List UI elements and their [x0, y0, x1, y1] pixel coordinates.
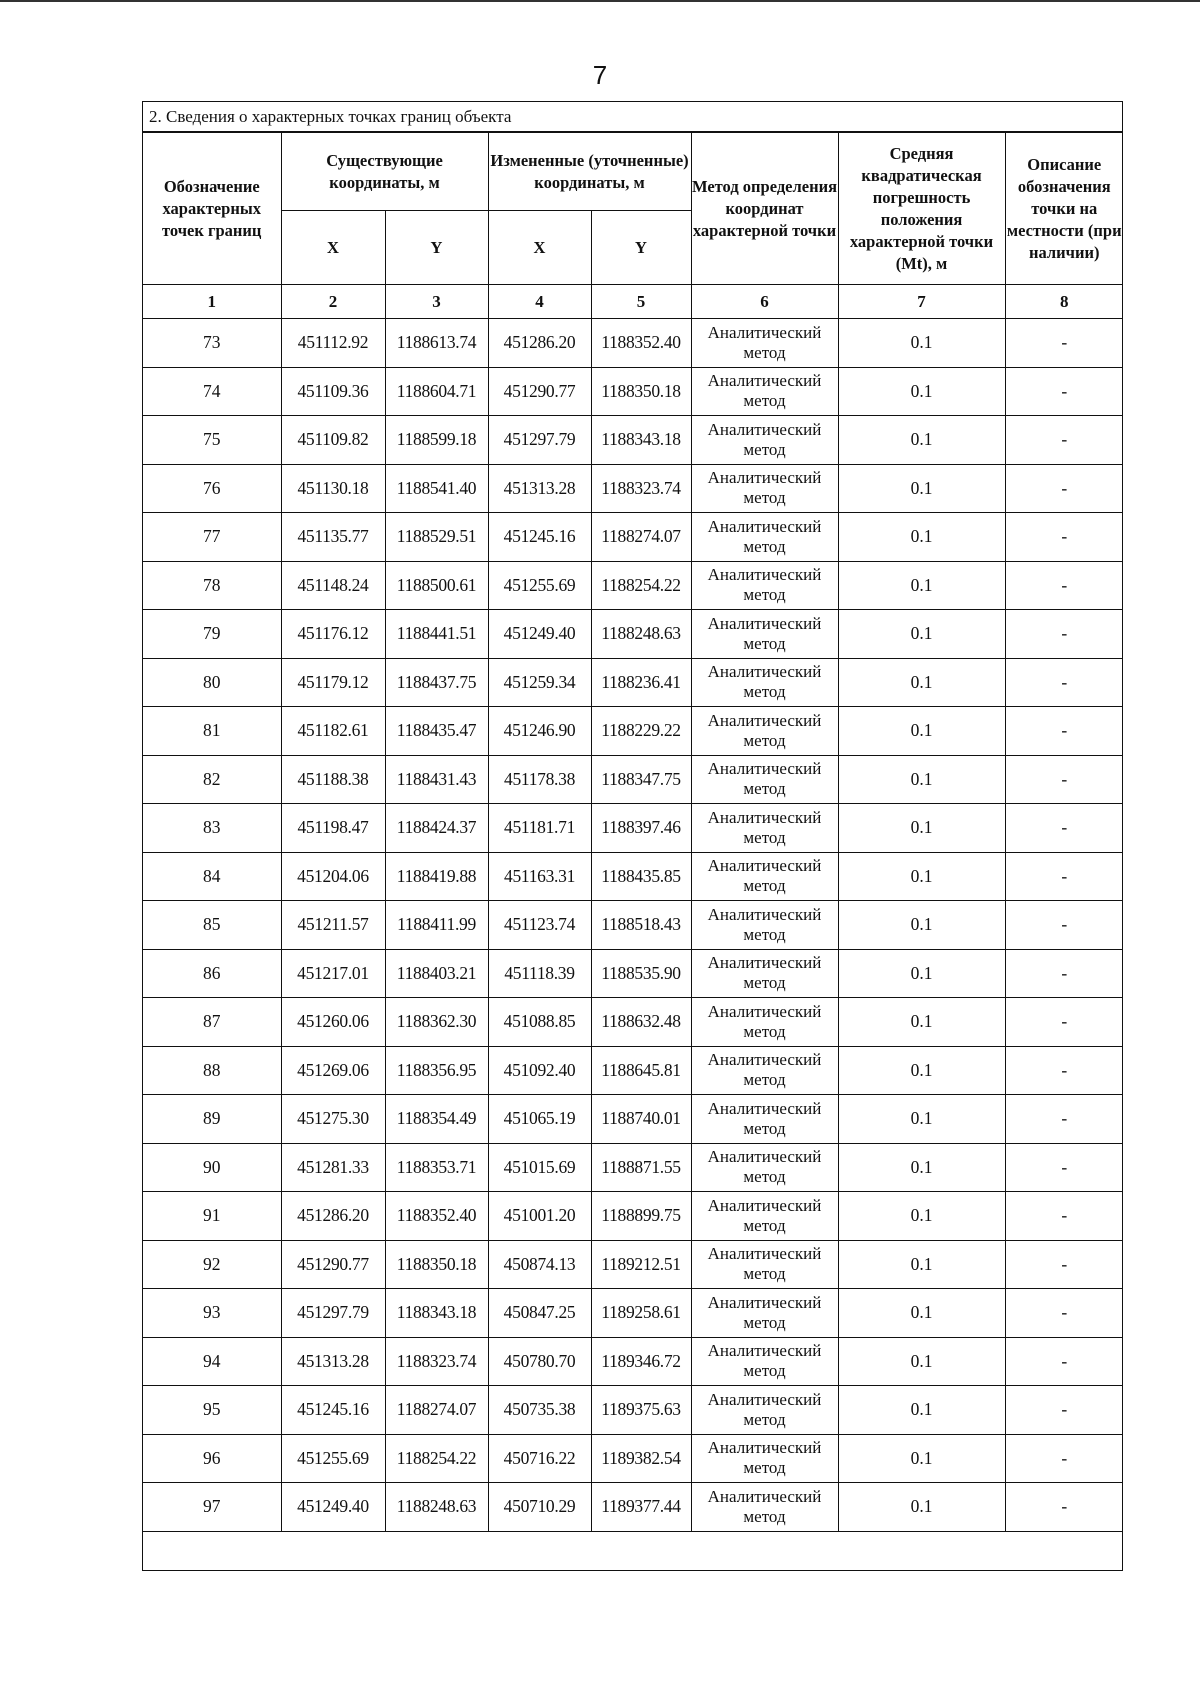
changed-y-cell: 1188274.07	[591, 513, 691, 562]
changed-x-cell: 451065.19	[488, 1095, 591, 1144]
description-cell: -	[1005, 464, 1123, 513]
changed-x-cell: 451297.79	[488, 416, 591, 465]
changed-x-cell: 451163.31	[488, 852, 591, 901]
changed-y-cell: 1188740.01	[591, 1095, 691, 1144]
changed-y-cell: 1189212.51	[591, 1240, 691, 1289]
existing-y-cell: 1188435.47	[385, 707, 488, 756]
accuracy-cell: 0.1	[838, 1095, 1005, 1144]
changed-y-cell: 1188236.41	[591, 658, 691, 707]
changed-x-cell: 451255.69	[488, 561, 591, 610]
table-row	[143, 1046, 1123, 1095]
table-row	[143, 1192, 1123, 1241]
existing-y-cell: 1188419.88	[385, 852, 488, 901]
changed-y-cell: 1188397.46	[591, 804, 691, 853]
changed-x-cell: 450716.22	[488, 1434, 591, 1483]
changed-y-cell: 1188347.75	[591, 755, 691, 804]
accuracy-cell: 0.1	[838, 949, 1005, 998]
boundary-points-table	[143, 132, 1123, 1567]
changed-x-cell: 450847.25	[488, 1289, 591, 1338]
description-cell: -	[1005, 998, 1123, 1047]
description-cell: -	[1005, 367, 1123, 416]
changed-y-cell: 1188535.90	[591, 949, 691, 998]
accuracy-cell: 0.1	[838, 610, 1005, 659]
changed-x-cell: 450874.13	[488, 1240, 591, 1289]
point-id-cell: 75	[143, 416, 281, 465]
method-cell: Аналитический метод	[691, 319, 838, 368]
method-cell: Аналитический метод	[691, 804, 838, 853]
point-id-cell: 74	[143, 367, 281, 416]
existing-x-cell: 451313.28	[281, 1337, 385, 1386]
point-id-cell: 94	[143, 1337, 281, 1386]
header-changed-x: X	[488, 211, 591, 285]
existing-y-cell: 1188424.37	[385, 804, 488, 853]
changed-x-cell: 450710.29	[488, 1483, 591, 1532]
point-id-cell: 84	[143, 852, 281, 901]
table-row	[143, 416, 1123, 465]
method-cell: Аналитический метод	[691, 1240, 838, 1289]
method-cell: Аналитический метод	[691, 464, 838, 513]
table-row	[143, 1337, 1123, 1386]
point-id-cell: 80	[143, 658, 281, 707]
existing-x-cell: 451269.06	[281, 1046, 385, 1095]
changed-x-cell: 451092.40	[488, 1046, 591, 1095]
table-row	[143, 949, 1123, 998]
description-cell: -	[1005, 707, 1123, 756]
method-cell: Аналитический метод	[691, 1434, 838, 1483]
changed-y-cell: 1188229.22	[591, 707, 691, 756]
point-id-cell: 93	[143, 1289, 281, 1338]
column-number: 5	[591, 285, 691, 319]
header-accuracy: Средняя квадратическая погрешность положения характерной точки (Mt), м	[838, 133, 1005, 285]
column-number: 8	[1005, 285, 1123, 319]
existing-x-cell: 451286.20	[281, 1192, 385, 1241]
top-rule	[0, 0, 1200, 2]
accuracy-cell: 0.1	[838, 1143, 1005, 1192]
existing-x-cell: 451198.47	[281, 804, 385, 853]
existing-x-cell: 451130.18	[281, 464, 385, 513]
changed-y-cell: 1188435.85	[591, 852, 691, 901]
accuracy-cell: 0.1	[838, 852, 1005, 901]
method-cell: Аналитический метод	[691, 998, 838, 1047]
changed-x-cell: 451259.34	[488, 658, 591, 707]
existing-x-cell: 451112.92	[281, 319, 385, 368]
existing-x-cell: 451211.57	[281, 901, 385, 950]
changed-x-cell: 451178.38	[488, 755, 591, 804]
method-cell: Аналитический метод	[691, 513, 838, 562]
accuracy-cell: 0.1	[838, 513, 1005, 562]
changed-x-cell: 451001.20	[488, 1192, 591, 1241]
existing-x-cell: 451281.33	[281, 1143, 385, 1192]
point-id-cell: 85	[143, 901, 281, 950]
changed-x-cell: 451313.28	[488, 464, 591, 513]
accuracy-cell: 0.1	[838, 1046, 1005, 1095]
existing-y-cell: 1188437.75	[385, 658, 488, 707]
changed-y-cell: 1188871.55	[591, 1143, 691, 1192]
existing-y-cell: 1188599.18	[385, 416, 488, 465]
point-id-cell: 81	[143, 707, 281, 756]
accuracy-cell: 0.1	[838, 1483, 1005, 1532]
table-row	[143, 513, 1123, 562]
description-cell: -	[1005, 513, 1123, 562]
section-title: 2. Сведения о характерных точках границ объекта	[143, 102, 1122, 132]
method-cell: Аналитический метод	[691, 610, 838, 659]
method-cell: Аналитический метод	[691, 1095, 838, 1144]
changed-x-cell: 451123.74	[488, 901, 591, 950]
changed-y-cell: 1189382.54	[591, 1434, 691, 1483]
description-cell: -	[1005, 1289, 1123, 1338]
description-cell: -	[1005, 1046, 1123, 1095]
table-row	[143, 1240, 1123, 1289]
point-id-cell: 76	[143, 464, 281, 513]
header-point-designation: Обозначение характерных точек границ	[143, 133, 281, 285]
header-existing-x: X	[281, 211, 385, 285]
column-number: 7	[838, 285, 1005, 319]
existing-x-cell: 451290.77	[281, 1240, 385, 1289]
description-cell: -	[1005, 658, 1123, 707]
changed-y-cell: 1189346.72	[591, 1337, 691, 1386]
table-row	[143, 1483, 1123, 1532]
description-cell: -	[1005, 1095, 1123, 1144]
page-number: 7	[592, 60, 608, 90]
column-number: 4	[488, 285, 591, 319]
method-cell: Аналитический метод	[691, 1386, 838, 1435]
existing-x-cell: 451260.06	[281, 998, 385, 1047]
existing-y-cell: 1188441.51	[385, 610, 488, 659]
method-cell: Аналитический метод	[691, 1337, 838, 1386]
existing-y-cell: 1188403.21	[385, 949, 488, 998]
table-row	[143, 658, 1123, 707]
table-row	[143, 998, 1123, 1047]
changed-x-cell: 451181.71	[488, 804, 591, 853]
method-cell: Аналитический метод	[691, 1192, 838, 1241]
method-cell: Аналитический метод	[691, 707, 838, 756]
description-cell: -	[1005, 1434, 1123, 1483]
existing-y-cell: 1188356.95	[385, 1046, 488, 1095]
changed-y-cell: 1188343.18	[591, 416, 691, 465]
method-cell: Аналитический метод	[691, 949, 838, 998]
existing-x-cell: 451109.36	[281, 367, 385, 416]
accuracy-cell: 0.1	[838, 1289, 1005, 1338]
existing-x-cell: 451179.12	[281, 658, 385, 707]
changed-y-cell: 1189258.61	[591, 1289, 691, 1338]
changed-y-cell: 1188248.63	[591, 610, 691, 659]
changed-x-cell: 451290.77	[488, 367, 591, 416]
point-id-cell: 90	[143, 1143, 281, 1192]
point-id-cell: 87	[143, 998, 281, 1047]
accuracy-cell: 0.1	[838, 901, 1005, 950]
table-row	[143, 1289, 1123, 1338]
description-cell: -	[1005, 804, 1123, 853]
method-cell: Аналитический метод	[691, 416, 838, 465]
existing-x-cell: 451255.69	[281, 1434, 385, 1483]
point-id-cell: 97	[143, 1483, 281, 1532]
existing-x-cell: 451188.38	[281, 755, 385, 804]
point-id-cell: 88	[143, 1046, 281, 1095]
existing-y-cell: 1188411.99	[385, 901, 488, 950]
changed-y-cell: 1189377.44	[591, 1483, 691, 1532]
table-row	[143, 852, 1123, 901]
column-number: 6	[691, 285, 838, 319]
existing-y-cell: 1188354.49	[385, 1095, 488, 1144]
changed-y-cell: 1188899.75	[591, 1192, 691, 1241]
changed-x-cell: 451118.39	[488, 949, 591, 998]
point-id-cell: 82	[143, 755, 281, 804]
description-cell: -	[1005, 1143, 1123, 1192]
header-existing-coords: Существующие координаты, м	[281, 133, 488, 211]
changed-y-cell: 1189375.63	[591, 1386, 691, 1435]
existing-x-cell: 451245.16	[281, 1386, 385, 1435]
existing-y-cell: 1188352.40	[385, 1192, 488, 1241]
changed-y-cell: 1188323.74	[591, 464, 691, 513]
table-row	[143, 804, 1123, 853]
table-row	[143, 319, 1123, 368]
accuracy-cell: 0.1	[838, 755, 1005, 804]
existing-x-cell: 451297.79	[281, 1289, 385, 1338]
existing-y-cell: 1188613.74	[385, 319, 488, 368]
description-cell: -	[1005, 1483, 1123, 1532]
accuracy-cell: 0.1	[838, 416, 1005, 465]
accuracy-cell: 0.1	[838, 1434, 1005, 1483]
column-number-row	[143, 285, 1123, 319]
point-id-cell: 73	[143, 319, 281, 368]
accuracy-cell: 0.1	[838, 998, 1005, 1047]
changed-x-cell: 450780.70	[488, 1337, 591, 1386]
changed-x-cell: 451286.20	[488, 319, 591, 368]
existing-x-cell: 451217.01	[281, 949, 385, 998]
method-cell: Аналитический метод	[691, 1289, 838, 1338]
method-cell: Аналитический метод	[691, 1143, 838, 1192]
accuracy-cell: 0.1	[838, 1337, 1005, 1386]
table-row	[143, 1434, 1123, 1483]
point-id-cell: 92	[143, 1240, 281, 1289]
description-cell: -	[1005, 610, 1123, 659]
description-cell: -	[1005, 1240, 1123, 1289]
accuracy-cell: 0.1	[838, 319, 1005, 368]
method-cell: Аналитический метод	[691, 1046, 838, 1095]
point-id-cell: 86	[143, 949, 281, 998]
accuracy-cell: 0.1	[838, 1192, 1005, 1241]
point-id-cell: 96	[143, 1434, 281, 1483]
table-row	[143, 464, 1123, 513]
description-cell: -	[1005, 852, 1123, 901]
table-row	[143, 707, 1123, 756]
column-number: 2	[281, 285, 385, 319]
method-cell: Аналитический метод	[691, 901, 838, 950]
description-cell: -	[1005, 1192, 1123, 1241]
point-id-cell: 83	[143, 804, 281, 853]
point-id-cell: 91	[143, 1192, 281, 1241]
point-id-cell: 78	[143, 561, 281, 610]
description-cell: -	[1005, 561, 1123, 610]
existing-y-cell: 1188362.30	[385, 998, 488, 1047]
existing-y-cell: 1188604.71	[385, 367, 488, 416]
changed-y-cell: 1188254.22	[591, 561, 691, 610]
changed-x-cell: 450735.38	[488, 1386, 591, 1435]
existing-y-cell: 1188343.18	[385, 1289, 488, 1338]
description-cell: -	[1005, 319, 1123, 368]
changed-y-cell: 1188645.81	[591, 1046, 691, 1095]
point-id-cell: 89	[143, 1095, 281, 1144]
accuracy-cell: 0.1	[838, 804, 1005, 853]
existing-y-cell: 1188431.43	[385, 755, 488, 804]
header-changed-coords: Измененные (уточненные) координаты, м	[488, 133, 691, 211]
existing-x-cell: 451148.24	[281, 561, 385, 610]
description-cell: -	[1005, 755, 1123, 804]
changed-x-cell: 451245.16	[488, 513, 591, 562]
header-method: Метод определения координат характерной точки	[691, 133, 838, 285]
existing-y-cell: 1188350.18	[385, 1240, 488, 1289]
accuracy-cell: 0.1	[838, 1240, 1005, 1289]
existing-x-cell: 451204.06	[281, 852, 385, 901]
existing-x-cell: 451182.61	[281, 707, 385, 756]
boundary-points-sheet	[142, 101, 1123, 1571]
description-cell: -	[1005, 1386, 1123, 1435]
method-cell: Аналитический метод	[691, 367, 838, 416]
changed-x-cell: 451015.69	[488, 1143, 591, 1192]
existing-x-cell: 451249.40	[281, 1483, 385, 1532]
accuracy-cell: 0.1	[838, 658, 1005, 707]
method-cell: Аналитический метод	[691, 1483, 838, 1532]
accuracy-cell: 0.1	[838, 1386, 1005, 1435]
header-row-top	[143, 133, 1123, 211]
accuracy-cell: 0.1	[838, 464, 1005, 513]
description-cell: -	[1005, 416, 1123, 465]
changed-x-cell: 451249.40	[488, 610, 591, 659]
method-cell: Аналитический метод	[691, 755, 838, 804]
point-id-cell: 79	[143, 610, 281, 659]
method-cell: Аналитический метод	[691, 561, 838, 610]
header-changed-y: Y	[591, 211, 691, 285]
accuracy-cell: 0.1	[838, 367, 1005, 416]
table-row	[143, 1386, 1123, 1435]
existing-x-cell: 451135.77	[281, 513, 385, 562]
empty-tail-row	[143, 1531, 1123, 1567]
table-row	[143, 1095, 1123, 1144]
point-id-cell: 77	[143, 513, 281, 562]
accuracy-cell: 0.1	[838, 561, 1005, 610]
existing-x-cell: 451176.12	[281, 610, 385, 659]
empty-tail-cell	[143, 1531, 1123, 1567]
existing-y-cell: 1188541.40	[385, 464, 488, 513]
table-row	[143, 755, 1123, 804]
table-row	[143, 1143, 1123, 1192]
description-cell: -	[1005, 901, 1123, 950]
existing-y-cell: 1188274.07	[385, 1386, 488, 1435]
existing-y-cell: 1188529.51	[385, 513, 488, 562]
changed-x-cell: 451246.90	[488, 707, 591, 756]
column-number: 1	[143, 285, 281, 319]
point-id-cell: 95	[143, 1386, 281, 1435]
existing-y-cell: 1188248.63	[385, 1483, 488, 1532]
column-number: 3	[385, 285, 488, 319]
table-row	[143, 367, 1123, 416]
changed-y-cell: 1188350.18	[591, 367, 691, 416]
changed-y-cell: 1188632.48	[591, 998, 691, 1047]
description-cell: -	[1005, 1337, 1123, 1386]
existing-y-cell: 1188500.61	[385, 561, 488, 610]
method-cell: Аналитический метод	[691, 852, 838, 901]
existing-x-cell: 451109.82	[281, 416, 385, 465]
changed-y-cell: 1188352.40	[591, 319, 691, 368]
accuracy-cell: 0.1	[838, 707, 1005, 756]
table-row	[143, 901, 1123, 950]
header-existing-y: Y	[385, 211, 488, 285]
changed-x-cell: 451088.85	[488, 998, 591, 1047]
table-row	[143, 610, 1123, 659]
existing-y-cell: 1188254.22	[385, 1434, 488, 1483]
changed-y-cell: 1188518.43	[591, 901, 691, 950]
description-cell: -	[1005, 949, 1123, 998]
existing-x-cell: 451275.30	[281, 1095, 385, 1144]
header-description: Описание обозначения точки на местности (при наличии)	[1005, 133, 1123, 285]
existing-y-cell: 1188323.74	[385, 1337, 488, 1386]
existing-y-cell: 1188353.71	[385, 1143, 488, 1192]
method-cell: Аналитический метод	[691, 658, 838, 707]
table-row	[143, 561, 1123, 610]
